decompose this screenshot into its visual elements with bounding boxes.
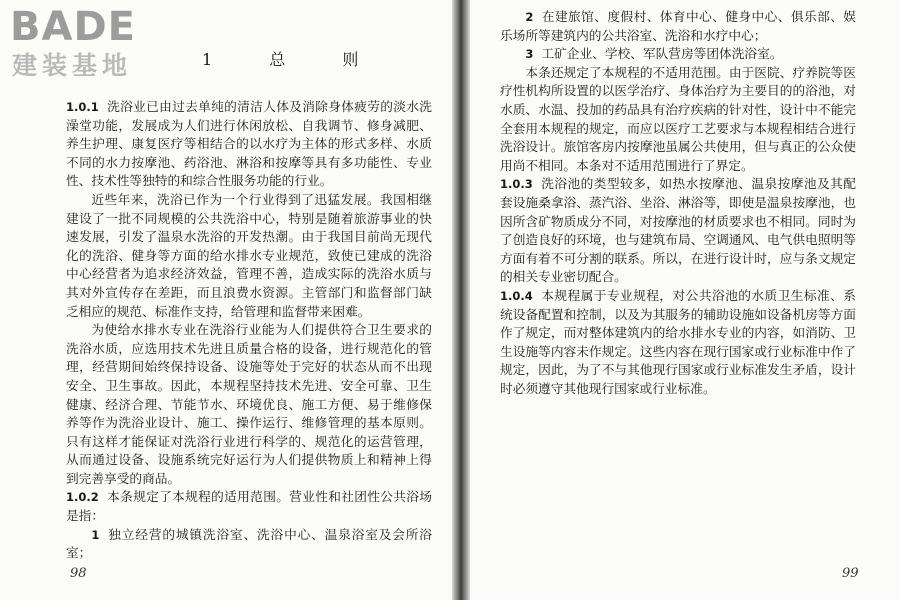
clause-number: 1.0.4 (500, 288, 533, 303)
paragraph (500, 64, 856, 176)
clause-number: 1.0.2 (66, 490, 99, 505)
chapter-title: 1 总 则 (202, 50, 385, 69)
clause-number: 1.0.1 (66, 100, 99, 114)
page-number: 98 (70, 566, 87, 581)
list-item (500, 45, 856, 64)
list-item (500, 8, 856, 45)
paragraph (66, 191, 432, 321)
paragraph (500, 287, 856, 399)
paragraph (500, 175, 856, 287)
right-page (470, 0, 900, 600)
paragraph (66, 488, 432, 525)
paragraph-text: 本条还规定了本规程的不适用范围。由于医院、疗养院等医疗性机构所设置的以医学治疗、身体治疗为主要目的的浴池，对水质、水温、投加的药品具有治疗疾病的针对性，设计中不能完全套用本规程的规定，而应以医疗工艺要求与本规程相结合进行洗浴设计。旅馆客房内按摩池虽属公共使用，但与真正的公众使用尚不相同。本条对不适用范围进行了界定。 (500, 64, 856, 173)
bade-logo (10, 6, 200, 86)
paragraph (66, 98, 432, 191)
paragraph-text: 本条规定了本规程的适用范围。营业性和社团性公共浴场是指： (66, 489, 432, 524)
item-number: 3 (525, 47, 534, 62)
logo-tagline: 建装基地 (12, 51, 133, 80)
logo-wordmark: BADE (10, 4, 136, 50)
paragraph-text: 洗浴池的类型较多，如热水按摩池、温泉按摩池及其配套设施桑拿浴、蒸汽浴、坐浴、淋浴等，即使是温泉按摩池，也因所含矿物质成分不同，对按摩池的材质要求也不相同。同时为了创造良好的环境，也与建筑布局、空调通风、电气供电照明等方面有着不可分割的联系。所以，在进行设计时，应与条文规定的相关专业密切配合。 (500, 176, 856, 285)
page-number: 99 (842, 566, 859, 581)
paragraph-text: 独立经营的城镇洗浴室、洗浴中心、温泉浴室及会所浴室； (66, 526, 432, 561)
clause-number: 1.0.3 (500, 177, 533, 192)
paragraph-text: 工矿企业、学校、军队营房等团体洗浴室。 (541, 46, 783, 62)
paragraph-text: 在建旅馆、度假村、体育中心、健身中心、俱乐部、娱乐场所等建筑内的公共浴室、洗浴和水疗中心； (500, 9, 856, 43)
paragraph (66, 321, 432, 488)
right-body-text (500, 8, 856, 398)
list-item (66, 526, 432, 563)
left-body-text (66, 98, 432, 563)
paragraph-text: 洗浴业已由过去单纯的清洁人体及消除身体疲劳的淡水洗澡堂功能，发展成为人们进行休闲放松、自我调节、修身减肥、养生护理、康复医疗等相结合的以水疗为主体的形式多样、水质不同的水力按摩池、药浴池、淋浴和按摩等具有多功能性、专业性、技术性等独特的和综合性服务功能的行业。 (66, 99, 432, 189)
paragraph-text: 本规程属于专业规程，对公共浴池的水质卫生标准、系统设备配置和控制，以及为其服务的辅助设施如设备机房等方面作了规定，而对整体建筑内的给水排水专业的内容，如消防、卫生设施等内容未作规定。这些内容在现行国家或行业标准中作了规定，因此，为了不与其他现行国家或行业标准发生矛盾，设计时必须遵守其他现行国家或行业标准。 (500, 287, 856, 396)
paragraph-text: 为使给水排水专业在洗浴行业能为人们提供符合卫生要求的洗浴水质，应选用技术先进且质量合格的设备，进行规范化的管理，经营期间始终保持设备、设施等处于完好的状态从而不出现安全、卫生事故。因此，本规程坚持技术先进、安全可靠、卫生健康、经济合理、节能节水、环境优良、施工方便、易于维修保养等作为洗浴业设计、施工、操作运行、维修管理的基本原则。只有这样才能保证对洗浴行业进行科学的、规范化的运营管理，从而通过设备、设施系统完好运行为人们提供物质上和精神上得到完善享受的商品。 (66, 322, 432, 486)
item-number: 1 (91, 527, 100, 542)
item-number: 2 (525, 10, 534, 24)
paragraph-text: 近些年来，洗浴已作为一个行业得到了迅猛发展。我国相继建设了一批不同规模的公共洗浴中心，特别是随着旅游事业的快速发展，引发了温泉水洗浴的开发热潮。由于我国目前尚无现代化的洗浴、健身等方面的给水排水专业规范，致使已建成的洗浴中心经营者为追求经济效益，管理不善，造成实际的洗浴水质与其对外宣传存在差距，而且浪费水资源。主管部门和监督部门缺乏相应的规范、标准作支持，给管理和监督带来困难。 (66, 191, 432, 319)
book-spine-shadow (452, 0, 470, 600)
